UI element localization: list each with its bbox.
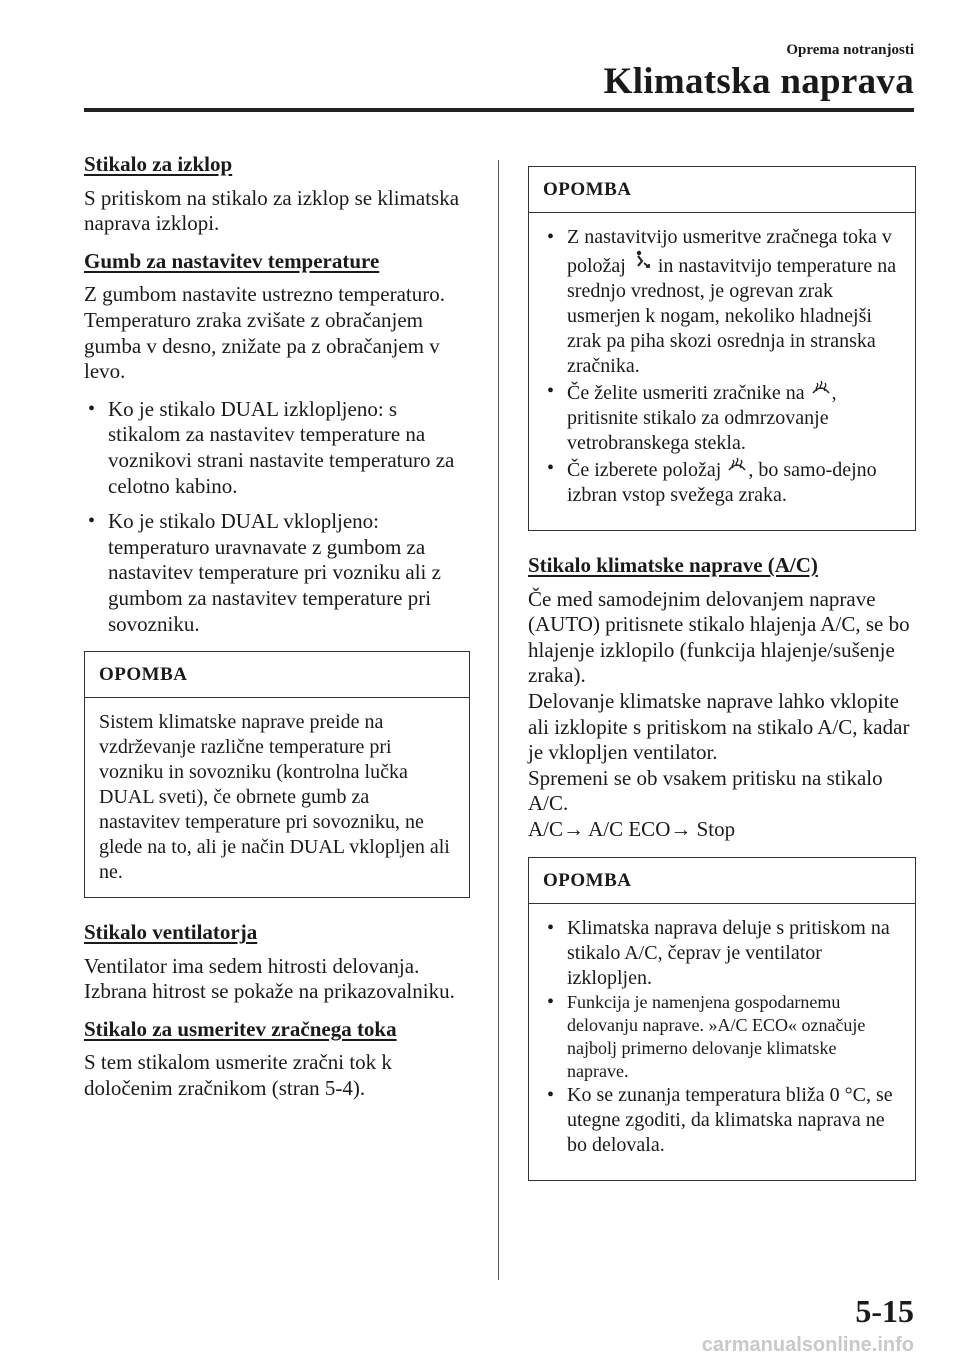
right-column — [528, 162, 916, 1203]
page-title: Klimatska naprava — [603, 61, 914, 102]
list-item: • Ko se zunanja temperatura bliža 0 °C, se utegne zgoditi, da klimatska naprava ne bo delovala. — [543, 1083, 901, 1158]
list-item: • Funkcija je namenjena gospodarnemu delovanju naprave. »A/C ECO« označuje najbolj primerno delovanje klimatske naprave. — [543, 991, 901, 1083]
heading-fan-switch: Stikalo ventilatorja — [84, 920, 258, 945]
note-heading: OPOMBA — [529, 858, 915, 904]
note-text: Če izberete položaj — [567, 459, 722, 481]
floor-airflow-icon — [631, 250, 653, 278]
temperature-dial-text: Z gumbom nastavite ustrezno temperaturo. Temperaturo zraka zvišate z obračanjem gumba v desno, znižate pa z obračanjem v levo. — [84, 282, 445, 384]
note-bullet-list — [543, 225, 901, 508]
note-box-ac — [528, 857, 916, 1181]
list-item — [543, 456, 901, 508]
note-body — [529, 904, 915, 1180]
list-item: • Ko je stikalo DUAL izklopljeno: s stikalom za nastavitev temperature na voznikovi strani nastavite temperaturo za celotno kabino. — [84, 397, 470, 499]
note-body: Sistem klimatske naprave preide na vzdrževanje različne temperature pri vozniku in sovozniku (kontrolna lučka DUAL sveti), če obrnete gumb za nastavitev temperature pri sovozniku, ne glede na to, ali je način DUAL vklopljen ali ne. — [99, 711, 450, 884]
watermark: carmanualsonline.info — [701, 1334, 914, 1356]
list-item — [543, 379, 901, 456]
note-text: Z nastavitvijo usmeritve zračnega toka v položaj — [567, 226, 892, 277]
windshield-defrost-icon — [726, 456, 748, 482]
ac-switch-text-1: Če med samodejnim delovanjem naprave (AUTO) pritisnete stikalo hlajenja A/C, se bo hlajenje izklopilo (funkcija hlajenje/sušenje zraka). — [528, 586, 910, 688]
note-text: in nastavitvijo temperature na srednjo vrednost, je ogrevan zrak usmerjen k nogam, nekoliko hladnejši zrak pa piha skozi osrednja in stranska zračnika. — [567, 255, 897, 377]
heading-airflow-switch: Stikalo za usmeritev zračnega toka — [84, 1016, 397, 1041]
page-number: 5-15 — [855, 1293, 914, 1329]
note-box-dual — [84, 651, 470, 898]
list-item — [543, 225, 901, 379]
off-switch-text: S pritiskom na stikalo za izklop se klimatska naprava izklopi. — [84, 185, 460, 236]
ac-switch-text-2: Delovanje klimatske naprave lahko vklopite ali izklopite s pritiskom na stikalo A/C, kadar je vklopljen ventilator. — [528, 688, 910, 765]
note-text: , bo samo-dejno izbran vstop svežega zraka. — [567, 459, 877, 506]
note-heading: OPOMBA — [85, 652, 469, 698]
airflow-switch-text: S tem stikalom usmerite zračni tok k določenim zračnikom (stran 5-4). — [84, 1050, 392, 1101]
list-item: • Klimatska naprava deluje s pritiskom na stikalo A/C, čeprav je ventilator izklopljen. — [543, 916, 901, 991]
section-label: Oprema notranjosti — [786, 42, 914, 58]
ac-switch-text-3: Spremeni se ob vsakem pritisku na stikalo A/C. — [528, 765, 883, 816]
heading-ac-switch: Stikalo klimatske naprave (A/C) — [528, 553, 818, 577]
note-bullet-list — [543, 916, 901, 1158]
fan-switch-text: Ventilator ima sedem hitrosti delovanja. Izbrana hitrost se pokaže na prikazovalniku. — [84, 953, 455, 1004]
note-box-airflow — [528, 166, 916, 531]
windshield-defrost-icon — [810, 379, 832, 405]
heading-off-switch: Stikalo za izklop — [84, 152, 233, 176]
note-text: , pritisnite stikalo za odmrzovanje vetrobranskega stekla. — [567, 382, 837, 454]
header-rule — [84, 108, 914, 112]
note-text: Če želite usmeriti zračnike na — [567, 382, 805, 404]
ac-mode-sequence: A/C→ A/C ECO→ Stop — [528, 816, 736, 841]
note-heading: OPOMBA — [529, 167, 915, 213]
heading-temperature-dial: Gumb za nastavitev temperature — [84, 248, 380, 273]
left-column — [84, 152, 470, 1114]
list-item: • Ko je stikalo DUAL vklopljeno: temperaturo uravnavate z gumbom za nastavitev temperature pri vozniku ali z gumbom za nastavitev temperature pri sovozniku. — [84, 509, 470, 637]
column-divider — [498, 160, 499, 1280]
note-body — [529, 213, 915, 530]
dual-bullet-list — [84, 397, 470, 637]
